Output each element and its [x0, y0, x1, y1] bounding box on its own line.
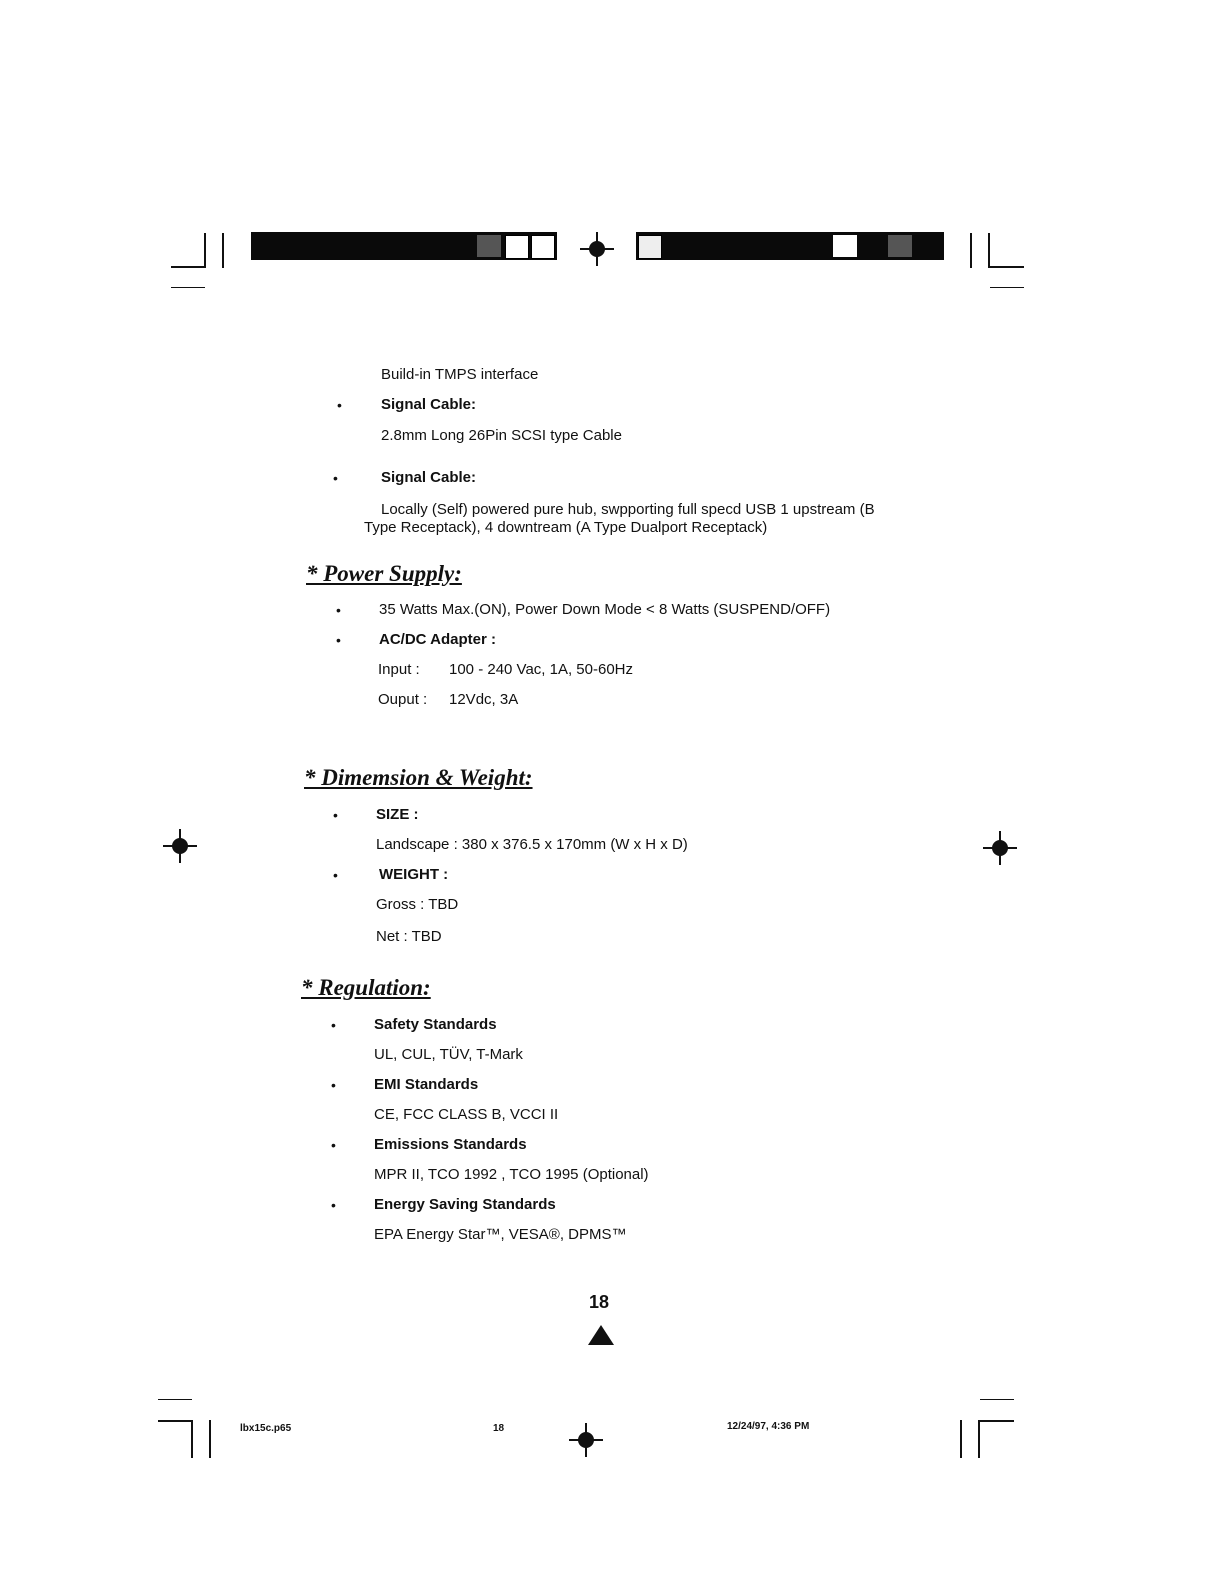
bar-swatch — [888, 235, 912, 257]
crop-mark-br-v2 — [978, 1420, 980, 1458]
emi-value: CE, FCC CLASS B, VCCI II — [374, 1106, 559, 1123]
bar-swatch — [505, 235, 529, 259]
input-value: 100 - 240 Vac, 1A, 50-60Hz — [449, 661, 633, 678]
crop-mark-bl-v — [191, 1420, 193, 1458]
crosshair-registration-icon — [983, 831, 1017, 865]
color-bar-left — [251, 232, 557, 260]
emissions-value: MPR II, TCO 1992 , TCO 1995 (Optional) — [374, 1166, 649, 1183]
crop-mark-tl-v2 — [222, 233, 224, 268]
signal-cable-value-line1: Locally (Self) powered pure hub, swpporting full specd USB 1 upstream (B — [381, 501, 875, 518]
bullet: • — [336, 632, 341, 648]
output-value: 12Vdc, 3A — [449, 691, 519, 708]
input-label: Input : — [378, 661, 420, 678]
signal-cable-value: 2.8mm Long 26Pin SCSI type Cable — [381, 427, 622, 444]
bullet: • — [336, 602, 341, 618]
size-value: Landscape : 380 x 376.5 x 170mm (W x H x D) — [376, 836, 688, 853]
crop-mark-br-h2 — [978, 1420, 1014, 1422]
crosshair-registration-icon — [163, 829, 197, 863]
power-supply-heading: * Power Supply: — [306, 561, 462, 586]
weight-label: WEIGHT : — [379, 866, 449, 883]
crop-mark-bl-h — [158, 1399, 192, 1400]
crop-mark-tr-h2 — [990, 287, 1024, 288]
crop-mark-tr-v — [970, 233, 972, 268]
adapter-label: AC/DC Adapter : — [379, 631, 496, 648]
crop-mark-tl-v — [204, 233, 206, 268]
bar-swatch — [477, 235, 501, 257]
bullet: • — [333, 807, 338, 823]
bullet: • — [331, 1077, 336, 1093]
crop-mark-tr-h — [988, 266, 1024, 268]
safety-label: Safety Standards — [374, 1016, 497, 1033]
gross-weight: Gross : TBD — [376, 896, 459, 913]
crop-mark-br-h — [980, 1399, 1014, 1400]
bullet: • — [331, 1017, 336, 1033]
bullet: • — [337, 397, 342, 413]
footer-timestamp: 12/24/97, 4:36 PM — [727, 1421, 810, 1432]
bar-swatch — [833, 235, 857, 257]
crop-mark-br-v — [960, 1420, 962, 1458]
bullet: • — [331, 1197, 336, 1213]
footer-page: 18 — [493, 1423, 505, 1434]
energy-value: EPA Energy Star™, VESA®, DPMS™ — [374, 1226, 627, 1243]
regulation-heading: * Regulation: — [301, 975, 431, 1000]
up-triangle-icon — [588, 1325, 614, 1345]
net-weight: Net : TBD — [376, 928, 442, 945]
intro-line: Build-in TMPS interface — [381, 366, 539, 383]
signal-cable-value-line2: Type Receptack), 4 downtream (A Type Dualport Receptack) — [364, 519, 768, 536]
bullet: • — [331, 1137, 336, 1153]
crosshair-registration-icon — [580, 232, 614, 266]
power-consumption: 35 Watts Max.(ON), Power Down Mode < 8 Watts (SUSPEND/OFF) — [379, 601, 831, 618]
emissions-label: Emissions Standards — [374, 1136, 527, 1153]
page-number: 18 — [589, 1292, 610, 1312]
size-label: SIZE : — [376, 806, 419, 823]
footer-filename: lbx15c.p65 — [240, 1423, 292, 1434]
signal-cable-label: Signal Cable: — [381, 396, 477, 413]
safety-value: UL, CUL, TÜV, T-Mark — [374, 1046, 523, 1063]
crop-mark-tl-h — [171, 266, 205, 268]
bullet: • — [333, 470, 338, 486]
bar-swatch — [638, 235, 662, 259]
output-label: Ouput : — [378, 691, 428, 708]
color-bar-right — [636, 232, 944, 260]
dimension-heading: * Dimemsion & Weight: — [304, 765, 533, 790]
crosshair-registration-icon — [569, 1423, 603, 1457]
bar-swatch — [531, 235, 555, 259]
emi-label: EMI Standards — [374, 1076, 479, 1093]
energy-label: Energy Saving Standards — [374, 1196, 556, 1213]
signal-cable-label-2: Signal Cable: — [381, 469, 477, 486]
crop-mark-tl-h2 — [171, 287, 205, 288]
crop-mark-tr-v2 — [988, 233, 990, 268]
crop-mark-bl-v2 — [209, 1420, 211, 1458]
bullet: • — [333, 867, 338, 883]
crop-mark-bl-h2 — [158, 1420, 192, 1422]
